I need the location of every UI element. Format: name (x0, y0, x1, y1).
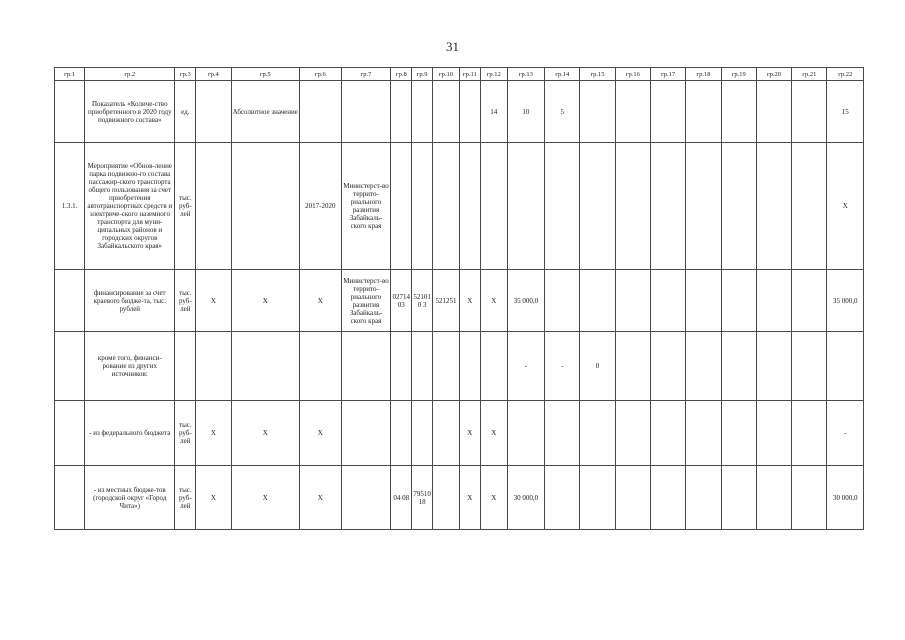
table-cell: - (827, 401, 864, 466)
column-header: гр.1 (55, 68, 85, 81)
table-cell (792, 270, 827, 332)
column-header: гр.2 (85, 68, 175, 81)
table-cell (480, 332, 507, 401)
table-cell: 15 (827, 81, 864, 143)
table-cell: X (459, 270, 480, 332)
table-cell: - из федерального бюджета (85, 401, 175, 466)
table-cell (650, 81, 685, 143)
table-cell (686, 466, 721, 530)
table-cell (412, 143, 433, 270)
table-cell (580, 466, 615, 530)
table-cell (300, 332, 342, 401)
table-cell: X (231, 270, 300, 332)
table-cell (721, 270, 756, 332)
table-cell (196, 332, 231, 401)
column-header: гр.12 (480, 68, 507, 81)
table-cell (545, 466, 580, 530)
table-cell (412, 81, 433, 143)
column-header: гр.4 (196, 68, 231, 81)
table-cell (196, 81, 231, 143)
column-header: гр.7 (341, 68, 391, 81)
table-cell (580, 81, 615, 143)
table-cell (196, 143, 231, 270)
table-cell (391, 143, 412, 270)
table-cell (827, 332, 864, 401)
table-cell (686, 81, 721, 143)
table-cell: 04 08 (391, 466, 412, 530)
table-cell (341, 466, 391, 530)
table-cell (300, 81, 342, 143)
table-cell (756, 143, 791, 270)
table-cell (231, 143, 300, 270)
table-cell (231, 332, 300, 401)
column-header: гр.10 (432, 68, 459, 81)
table-cell (545, 270, 580, 332)
table-cell: X (459, 466, 480, 530)
table-cell: тыс. руб-лей (175, 466, 196, 530)
table-cell (432, 466, 459, 530)
table-cell (650, 332, 685, 401)
table-cell: X (196, 401, 231, 466)
table-cell: - (507, 332, 544, 401)
table-cell: X (300, 270, 342, 332)
column-header: гр.17 (650, 68, 685, 81)
table-cell (615, 81, 650, 143)
table-cell (432, 143, 459, 270)
column-header: гр.6 (300, 68, 342, 81)
table-cell (756, 466, 791, 530)
column-header: гр.14 (545, 68, 580, 81)
column-header: гр.5 (231, 68, 300, 81)
table-cell (412, 332, 433, 401)
table-row (55, 81, 864, 143)
table-cell (412, 401, 433, 466)
table-cell: тыс. руб-лей (175, 143, 196, 270)
table-cell (721, 466, 756, 530)
column-header: гр.9 (412, 68, 433, 81)
table-row (55, 466, 864, 530)
table-cell: Министерст-во террито-риального развития Забайкаль-ского края (341, 143, 391, 270)
table-cell: 0 (580, 332, 615, 401)
column-header: гр.19 (721, 68, 756, 81)
table-cell (615, 143, 650, 270)
table-cell (391, 401, 412, 466)
table-row (55, 143, 864, 270)
column-header: гр.11 (459, 68, 480, 81)
table-cell: 30 000,0 (827, 466, 864, 530)
table-cell (792, 332, 827, 401)
table-cell: X (300, 466, 342, 530)
table-cell (341, 81, 391, 143)
table-cell (756, 270, 791, 332)
table-cell: Абсолютное значение (231, 81, 300, 143)
table-cell (459, 81, 480, 143)
table-cell (432, 332, 459, 401)
table-cell: X (300, 401, 342, 466)
table-cell (459, 143, 480, 270)
column-header: гр.8 (391, 68, 412, 81)
table-row (55, 401, 864, 466)
table-cell (341, 332, 391, 401)
table-cell (545, 401, 580, 466)
table-cell (55, 466, 85, 530)
table-cell: X (231, 401, 300, 466)
table-cell (175, 332, 196, 401)
table-cell (756, 81, 791, 143)
table-cell: 5 (545, 81, 580, 143)
column-header: гр.21 (792, 68, 827, 81)
table-cell (55, 332, 85, 401)
column-header: гр.13 (507, 68, 544, 81)
column-header: гр.16 (615, 68, 650, 81)
table-cell: кроме того, финанси-рование из других источников: (85, 332, 175, 401)
table-cell (650, 143, 685, 270)
table-cell (615, 401, 650, 466)
table-cell: 35 000,0 (827, 270, 864, 332)
table-cell: X (480, 401, 507, 466)
table-cell: X (196, 270, 231, 332)
column-header: гр.20 (756, 68, 791, 81)
table-cell: 521251 (432, 270, 459, 332)
table-cell (686, 143, 721, 270)
column-header: гр.18 (686, 68, 721, 81)
table-cell (580, 270, 615, 332)
table-cell (507, 143, 544, 270)
table-cell (792, 81, 827, 143)
table-cell: 35 000,0 (507, 270, 544, 332)
table-cell: 2017-2020 (300, 143, 342, 270)
column-header: гр.15 (580, 68, 615, 81)
table-cell (341, 401, 391, 466)
table-cell (721, 401, 756, 466)
table-cell (580, 143, 615, 270)
table-cell: 30 000,0 (507, 466, 544, 530)
table-cell (391, 332, 412, 401)
table-cell: X (827, 143, 864, 270)
table-cell (792, 466, 827, 530)
table-cell (721, 332, 756, 401)
table-cell (686, 270, 721, 332)
table-cell (721, 81, 756, 143)
table-cell: Показатель «Количе-ство приобретенного в 2020 году подвижного состава» (85, 81, 175, 143)
table-cell: 10 (507, 81, 544, 143)
table-row (55, 332, 864, 401)
table-cell (55, 401, 85, 466)
table-cell (650, 466, 685, 530)
table-cell: 1.3.1. (55, 143, 85, 270)
table-cell (686, 332, 721, 401)
table-cell (459, 332, 480, 401)
table-cell: 521010 3 (412, 270, 433, 332)
table-cell (55, 81, 85, 143)
table-cell (391, 81, 412, 143)
program-table (54, 67, 864, 530)
column-header: гр.22 (827, 68, 864, 81)
table-cell (432, 401, 459, 466)
table-cell: X (480, 466, 507, 530)
table-cell (756, 332, 791, 401)
table-cell (650, 401, 685, 466)
table-cell: - (545, 332, 580, 401)
table-cell: тыс. руб-лей (175, 270, 196, 332)
table-row (55, 270, 864, 332)
table-cell: 14 (480, 81, 507, 143)
table-cell (686, 401, 721, 466)
header-row (55, 68, 864, 81)
table-cell (721, 143, 756, 270)
column-header: гр.3 (175, 68, 196, 81)
table-cell: ед. (175, 81, 196, 143)
table-cell: X (196, 466, 231, 530)
table-cell (650, 270, 685, 332)
table-cell (432, 81, 459, 143)
table-cell (756, 401, 791, 466)
table-cell (615, 466, 650, 530)
table-cell (792, 143, 827, 270)
table-cell: 79510 18 (412, 466, 433, 530)
table-cell (545, 143, 580, 270)
table-cell: 02714 03 (391, 270, 412, 332)
table-cell (507, 401, 544, 466)
table-cell (55, 270, 85, 332)
table-cell: Министерст-во террито-риального развития Забайкаль-ского края (341, 270, 391, 332)
table-cell: финансирование за счет краевого бюдже-та, тыс. рублей (85, 270, 175, 332)
table-cell (615, 332, 650, 401)
table-cell: Мероприятие «Обнов-ление парка подвижно-го состава пассажир-ского транспорта общего пользования за счет приобретения автотранспортных средств и электриче-ского наземного транспорта для муни-ципальных районов и городских округов Забайкальского края» (85, 143, 175, 270)
table-cell: X (231, 466, 300, 530)
table-cell (480, 143, 507, 270)
table-cell (615, 270, 650, 332)
page-number: 31 (446, 39, 459, 54)
table-cell (792, 401, 827, 466)
table-cell (580, 401, 615, 466)
table-cell: X (459, 401, 480, 466)
table-cell: тыс. руб-лей (175, 401, 196, 466)
table-cell: X (480, 270, 507, 332)
table-cell: - из местных бюдже-тов (городской округ «Город Чита») (85, 466, 175, 530)
